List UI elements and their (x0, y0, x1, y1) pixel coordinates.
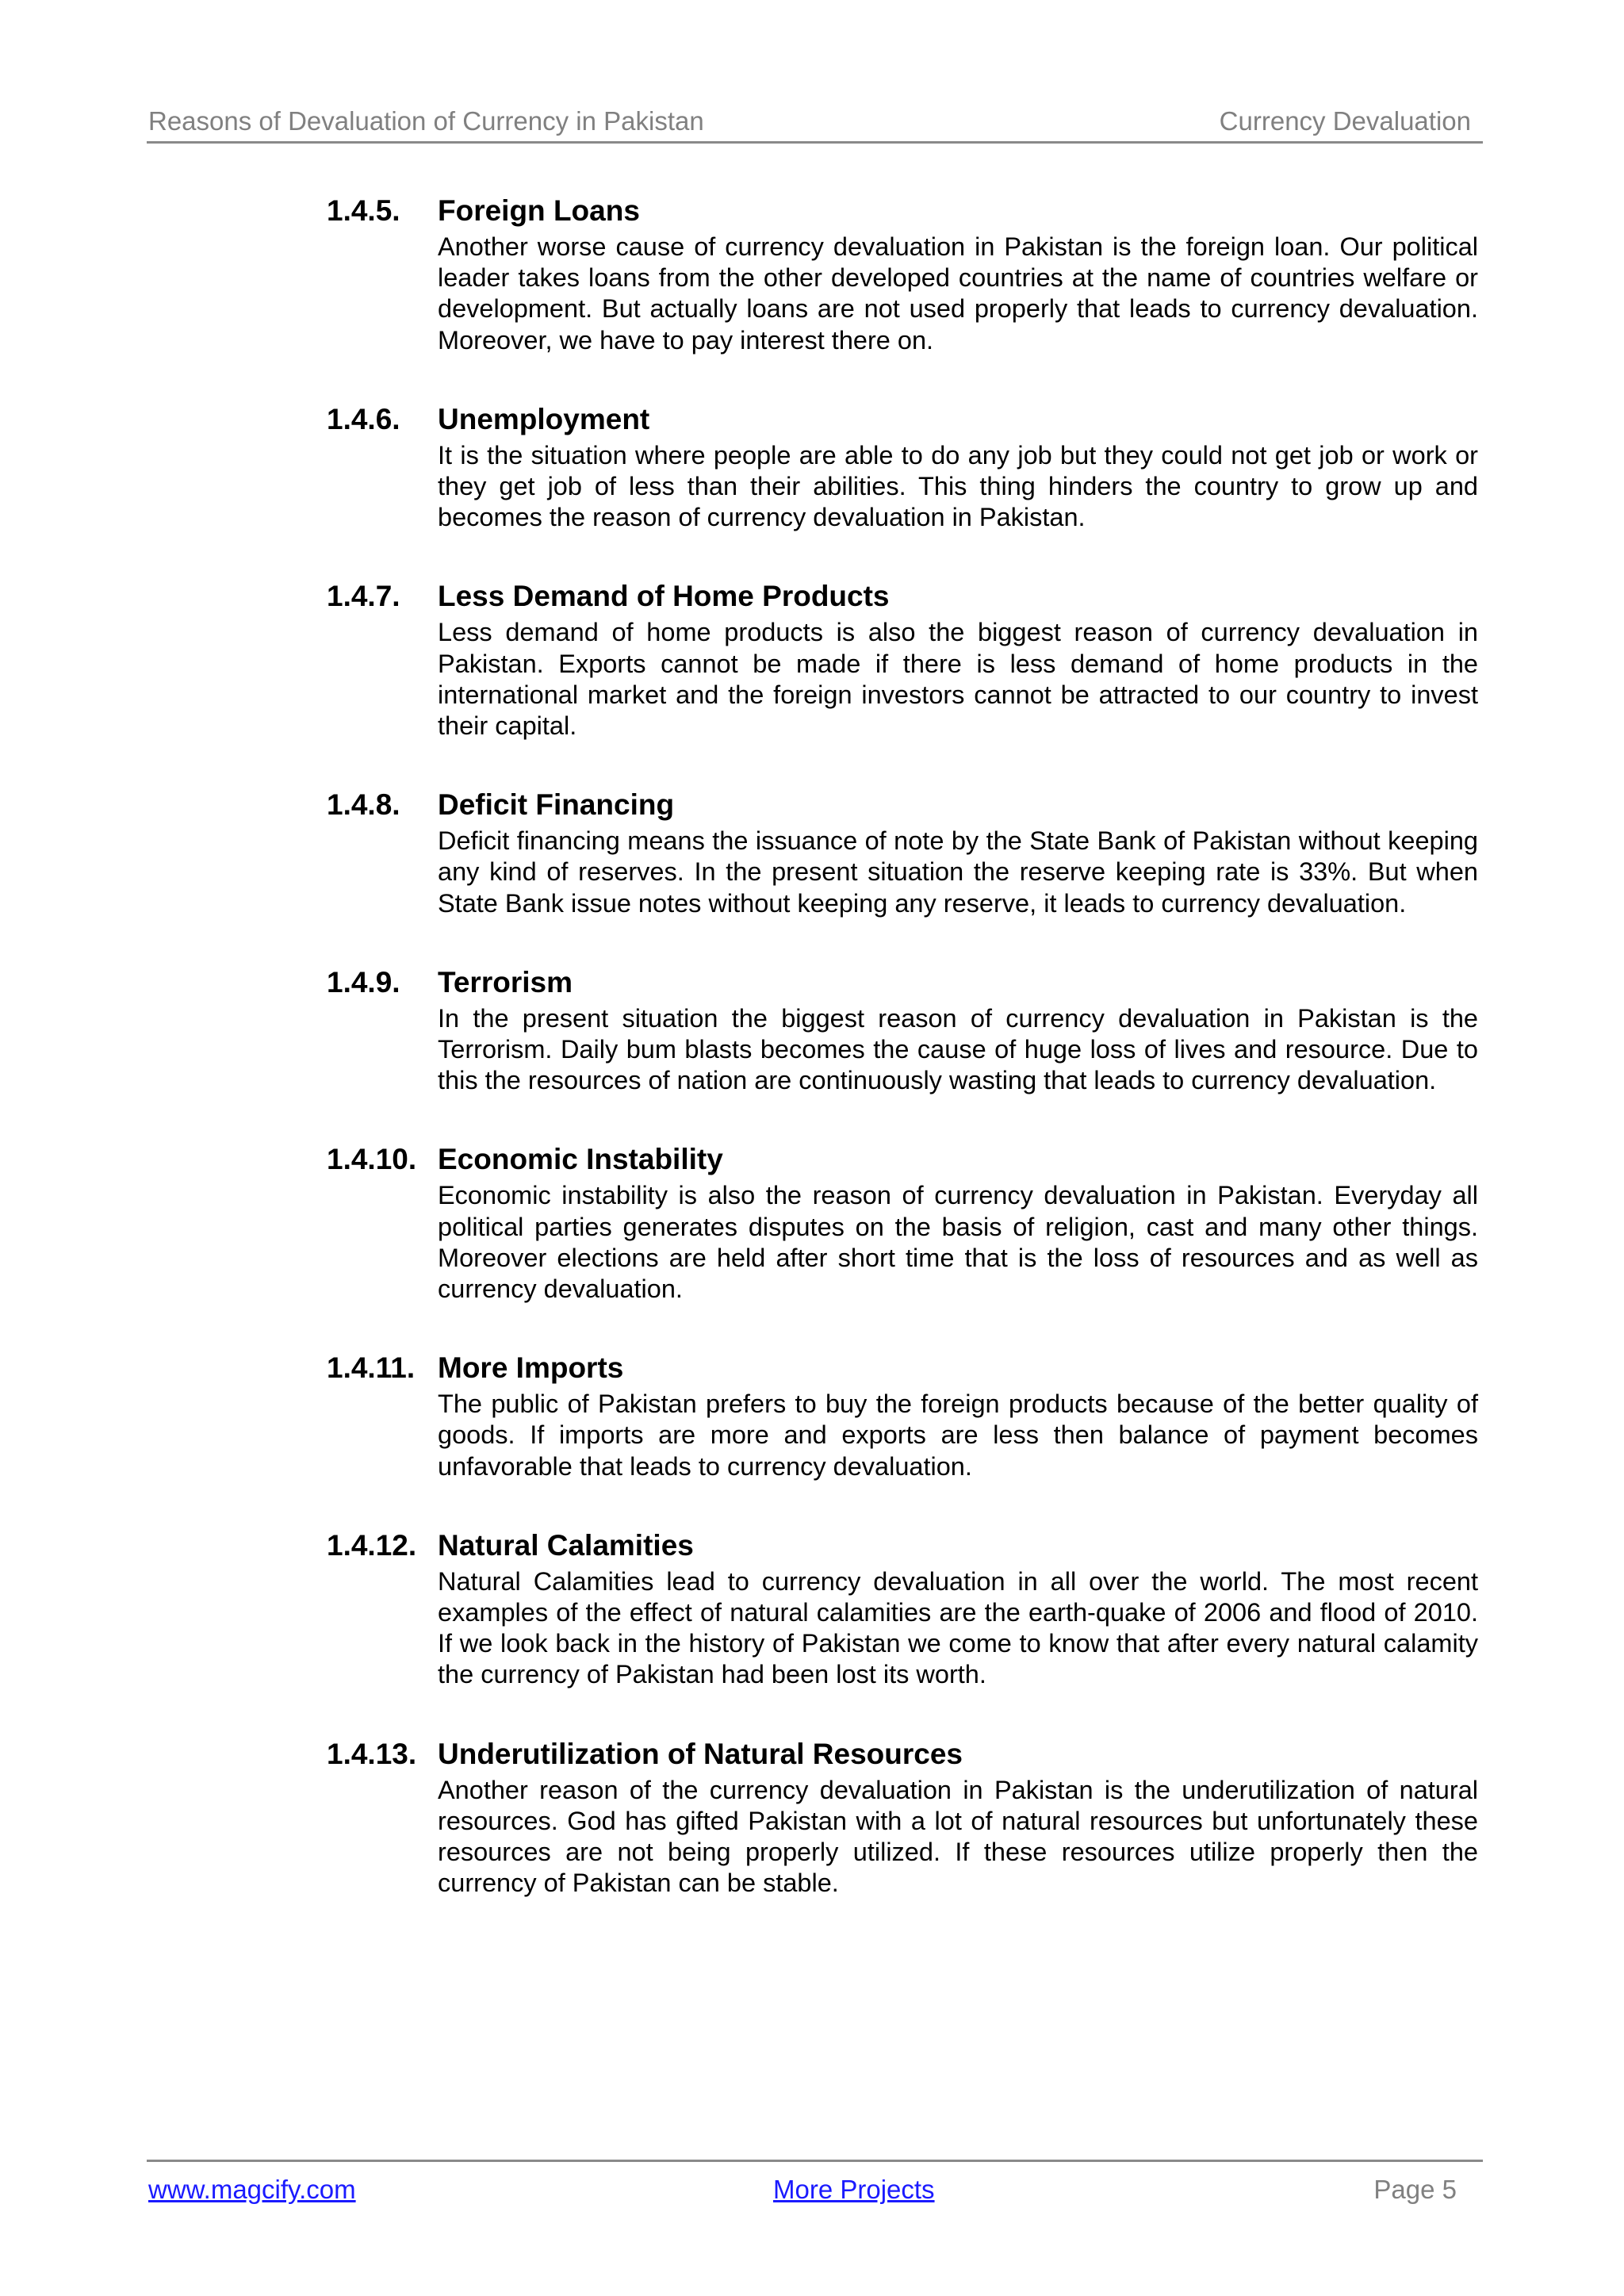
section-title: Natural Calamities (438, 1528, 694, 1562)
section-number: 1.4.13. (327, 1737, 417, 1770)
section-title: More Imports (438, 1351, 624, 1385)
section-number: 1.4.7. (327, 580, 400, 613)
section-more-imports (327, 1347, 1478, 1482)
section-paragraph: Another reason of the currency devaluation in Pakistan is the underutilization of natural resources. God has gifted Pakistan with a lot of natural resources but unfortunately these resources are not being properly utilized. If these resources utilize properly then the currency of Pakistan can be stable. (438, 1775, 1478, 1898)
section-number: 1.4.9. (327, 965, 400, 999)
section-title: Less Demand of Home Products (438, 580, 890, 613)
section-number: 1.4.11. (327, 1351, 416, 1385)
section-paragraph: In the present situation the biggest reason of currency devaluation in Pakistan is the Terrorism. Daily bum blasts becomes the cause of huge loss of lives and resource. Due to this the resources of nation are continuously wasting that leads to currency devaluation. (438, 1003, 1478, 1095)
section-number: 1.4.6. (327, 402, 400, 435)
section-heading (327, 1347, 1478, 1389)
section-heading (327, 399, 1478, 440)
section-title: Unemployment (438, 402, 650, 435)
document-content (327, 190, 1478, 1942)
section-title: Foreign Loans (438, 194, 640, 227)
section-number: 1.4.5. (327, 194, 400, 227)
section-paragraph: Natural Calamities lead to currency devaluation in all over the world. The most recent examples of the effect of natural calamities are the earth-quake of 2006 and flood of 2010. If we look back in the history of Pakistan we come to know that after every natural calamity the currency of Pakistan had been lost its worth. (438, 1566, 1478, 1689)
section-economic-instability (327, 1139, 1478, 1305)
section-deficit-financing (327, 784, 1478, 919)
section-title: Terrorism (438, 965, 573, 999)
section-foreign-loans (327, 190, 1478, 356)
section-underutilization-natural-resources (327, 1734, 1478, 1899)
page-footer (147, 2160, 1483, 2217)
section-heading (327, 784, 1478, 826)
section-paragraph: It is the situation where people are able to do any job but they could not get job or work or they get job of less than their abilities. This thing hinders the country to grow up and becomes the reason of currency devaluation in Pakistan. (438, 440, 1478, 532)
section-heading (327, 962, 1478, 1003)
section-paragraph: Less demand of home products is also the biggest reason of currency devaluation in Pakistan. Exports cannot be made if there is less demand of home products in the international market and the foreign investors cannot be attracted to our country to invest their capital. (438, 618, 1478, 741)
section-unemployment (327, 399, 1478, 534)
section-title: Underutilization of Natural Resources (438, 1737, 963, 1770)
page-header (147, 102, 1483, 144)
section-number: 1.4.10. (327, 1143, 417, 1176)
section-heading (327, 1734, 1478, 1775)
section-heading (327, 1525, 1478, 1566)
page-number: Page 5 (1373, 2175, 1457, 2204)
section-heading (327, 576, 1478, 617)
website-link[interactable]: www.magcify.com (148, 2175, 356, 2204)
section-paragraph: The public of Pakistan prefers to buy the foreign products because of the better quality of goods. If imports are more and exports are less then balance of payment becomes unfavorable that leads to currency devaluation. (438, 1389, 1478, 1481)
more-projects-link[interactable]: More Projects (773, 2175, 935, 2204)
header-document-title: Reasons of Devaluation of Currency in Pakistan (148, 106, 704, 136)
header-section-title: Currency Devaluation (1219, 106, 1471, 136)
section-number: 1.4.8. (327, 788, 400, 822)
section-number: 1.4.12. (327, 1528, 417, 1562)
section-paragraph: Deficit financing means the issuance of note by the State Bank of Pakistan without keeping any kind of reserves. In the present situation the reserve keeping rate is 33%. But when State Bank issue notes without keeping any reserve, it leads to currency devaluation. (438, 826, 1478, 918)
section-terrorism (327, 962, 1478, 1097)
section-paragraph: Another worse cause of currency devaluation in Pakistan is the foreign loan. Our political leader takes loans from the other developed countries at the name of countries welfare or development. But actually loans are not used properly that leads to currency devaluation. Moreover, we have to pay interest there on. (438, 232, 1478, 355)
section-title: Deficit Financing (438, 788, 675, 822)
section-title: Economic Instability (438, 1143, 723, 1176)
section-paragraph: Economic instability is also the reason of currency devaluation in Pakistan. Everyday all political parties generates disputes on the basis of religion, cast and many other things. Moreover elections are held after short time that is the loss of resources and as well as currency devaluation. (438, 1181, 1478, 1304)
section-natural-calamities (327, 1525, 1478, 1691)
section-heading (327, 190, 1478, 232)
section-less-demand-home-products (327, 576, 1478, 742)
section-heading (327, 1139, 1478, 1180)
